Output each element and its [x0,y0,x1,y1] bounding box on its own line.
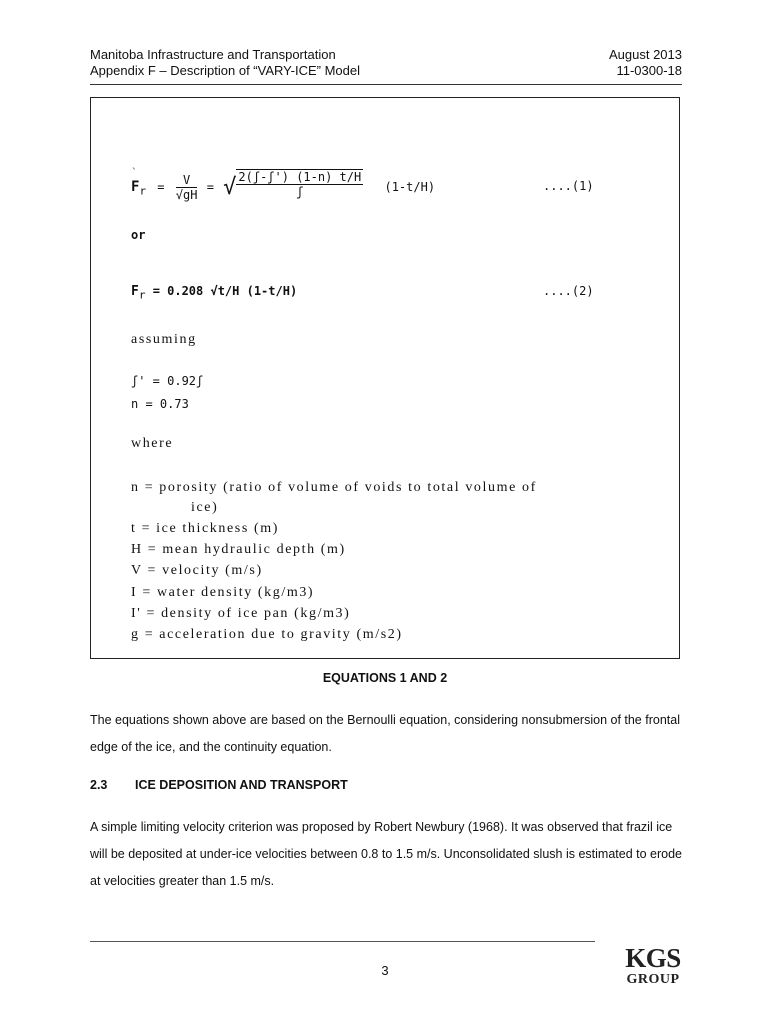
header-divider [90,84,682,85]
equation-1: $F_r$ = $\frac{V}{√gH}$ = √ $\frac{\text{2(ʃ-ʃ') (1-n) t/H}}{\text{ʃ}}$ (1-t/H) [131,169,436,202]
header-organization: Manitoba Infrastructure and Transportation [90,47,336,62]
stray-mark: ` [131,166,138,179]
def-velocity: V = velocity (m/s) [131,563,263,578]
section-number: 2.3 [90,778,108,792]
logo-group-text: GROUP [626,972,680,987]
assuming-label: assuming [131,332,197,347]
def-gravity: g = acceleration due to gravity (m/s2) [131,627,403,642]
section-title: ICE DEPOSITION AND TRANSPORT [135,778,348,792]
def-depth: H = mean hydraulic depth (m) [131,542,346,557]
header-date: August 2013 [608,47,682,62]
equations-figure [90,97,680,659]
eq1-radical-icon: √ [223,175,237,200]
assumption-porosity: n = 0.73 [131,397,189,411]
eq1-sqrt-num: 2(ʃ-ʃ') (1-n) t/H [238,169,362,184]
figure-caption: EQUATIONS 1 AND 2 [322,671,448,685]
eq1-fraction [176,173,198,202]
logo-kgs-text: KGS [625,943,681,973]
def-thickness: t = ice thickness (m) [131,521,280,536]
footer-divider [90,941,595,942]
section-heading [90,778,348,792]
eq1-lhs: F [131,179,140,195]
page-number: 3 [381,963,389,978]
eq1-frac-num: V [176,173,198,188]
eq2-lhs: F [131,284,139,299]
equation-2 [131,284,297,301]
eq2-rhs: = 0.208 √t/H (1-t/H) [152,284,298,298]
eq1-tag: ....(1) [543,179,594,193]
eq2-tag: ....(2) [543,284,594,298]
where-label: where [131,436,174,451]
def-ice-pan-density: I' = density of ice pan (kg/m3) [131,606,351,621]
def-porosity: n = porosity (ratio of volume of voids to total volume of [131,480,537,495]
eq1-frac-den: √gH [175,188,198,202]
def-porosity-cont: ice) [191,500,219,515]
def-water-density: I = water density (kg/m3) [131,585,315,600]
header-project-number: 11-0300-18 [616,63,682,78]
paragraph-velocity-criterion: A simple limiting velocity criterion was proposed by Robert Newbury (1968). It was observed that frazil ice will be deposited at under-ice velocities between 0.8 to 1.5 m/s. Unconsolidated slush is estimated to erode at velocities greater than 1.5 m/s. [90,820,682,888]
header-appendix: Appendix F – Description of “VARY-ICE” Model [90,63,360,78]
eq2-lhs-sub: r [138,288,146,302]
or-label: or [131,228,146,242]
kgs-group-logo [618,944,688,988]
header-left [90,47,360,79]
eq1-sqrt-den: ʃ [296,184,304,199]
paragraph-bernoulli: The equations shown above are based on the Bernoulli equation, considering nonsubmersion of the frontal edge of the ice, and the continuity equation. [90,713,680,754]
eq1-tail: (1-t/H) [384,180,436,194]
header-right [609,47,682,79]
eq1-radicand [236,169,363,199]
assumption-density: ʃ' = 0.92ʃ [131,374,204,388]
eq1-lhs-sub: r [139,184,147,198]
